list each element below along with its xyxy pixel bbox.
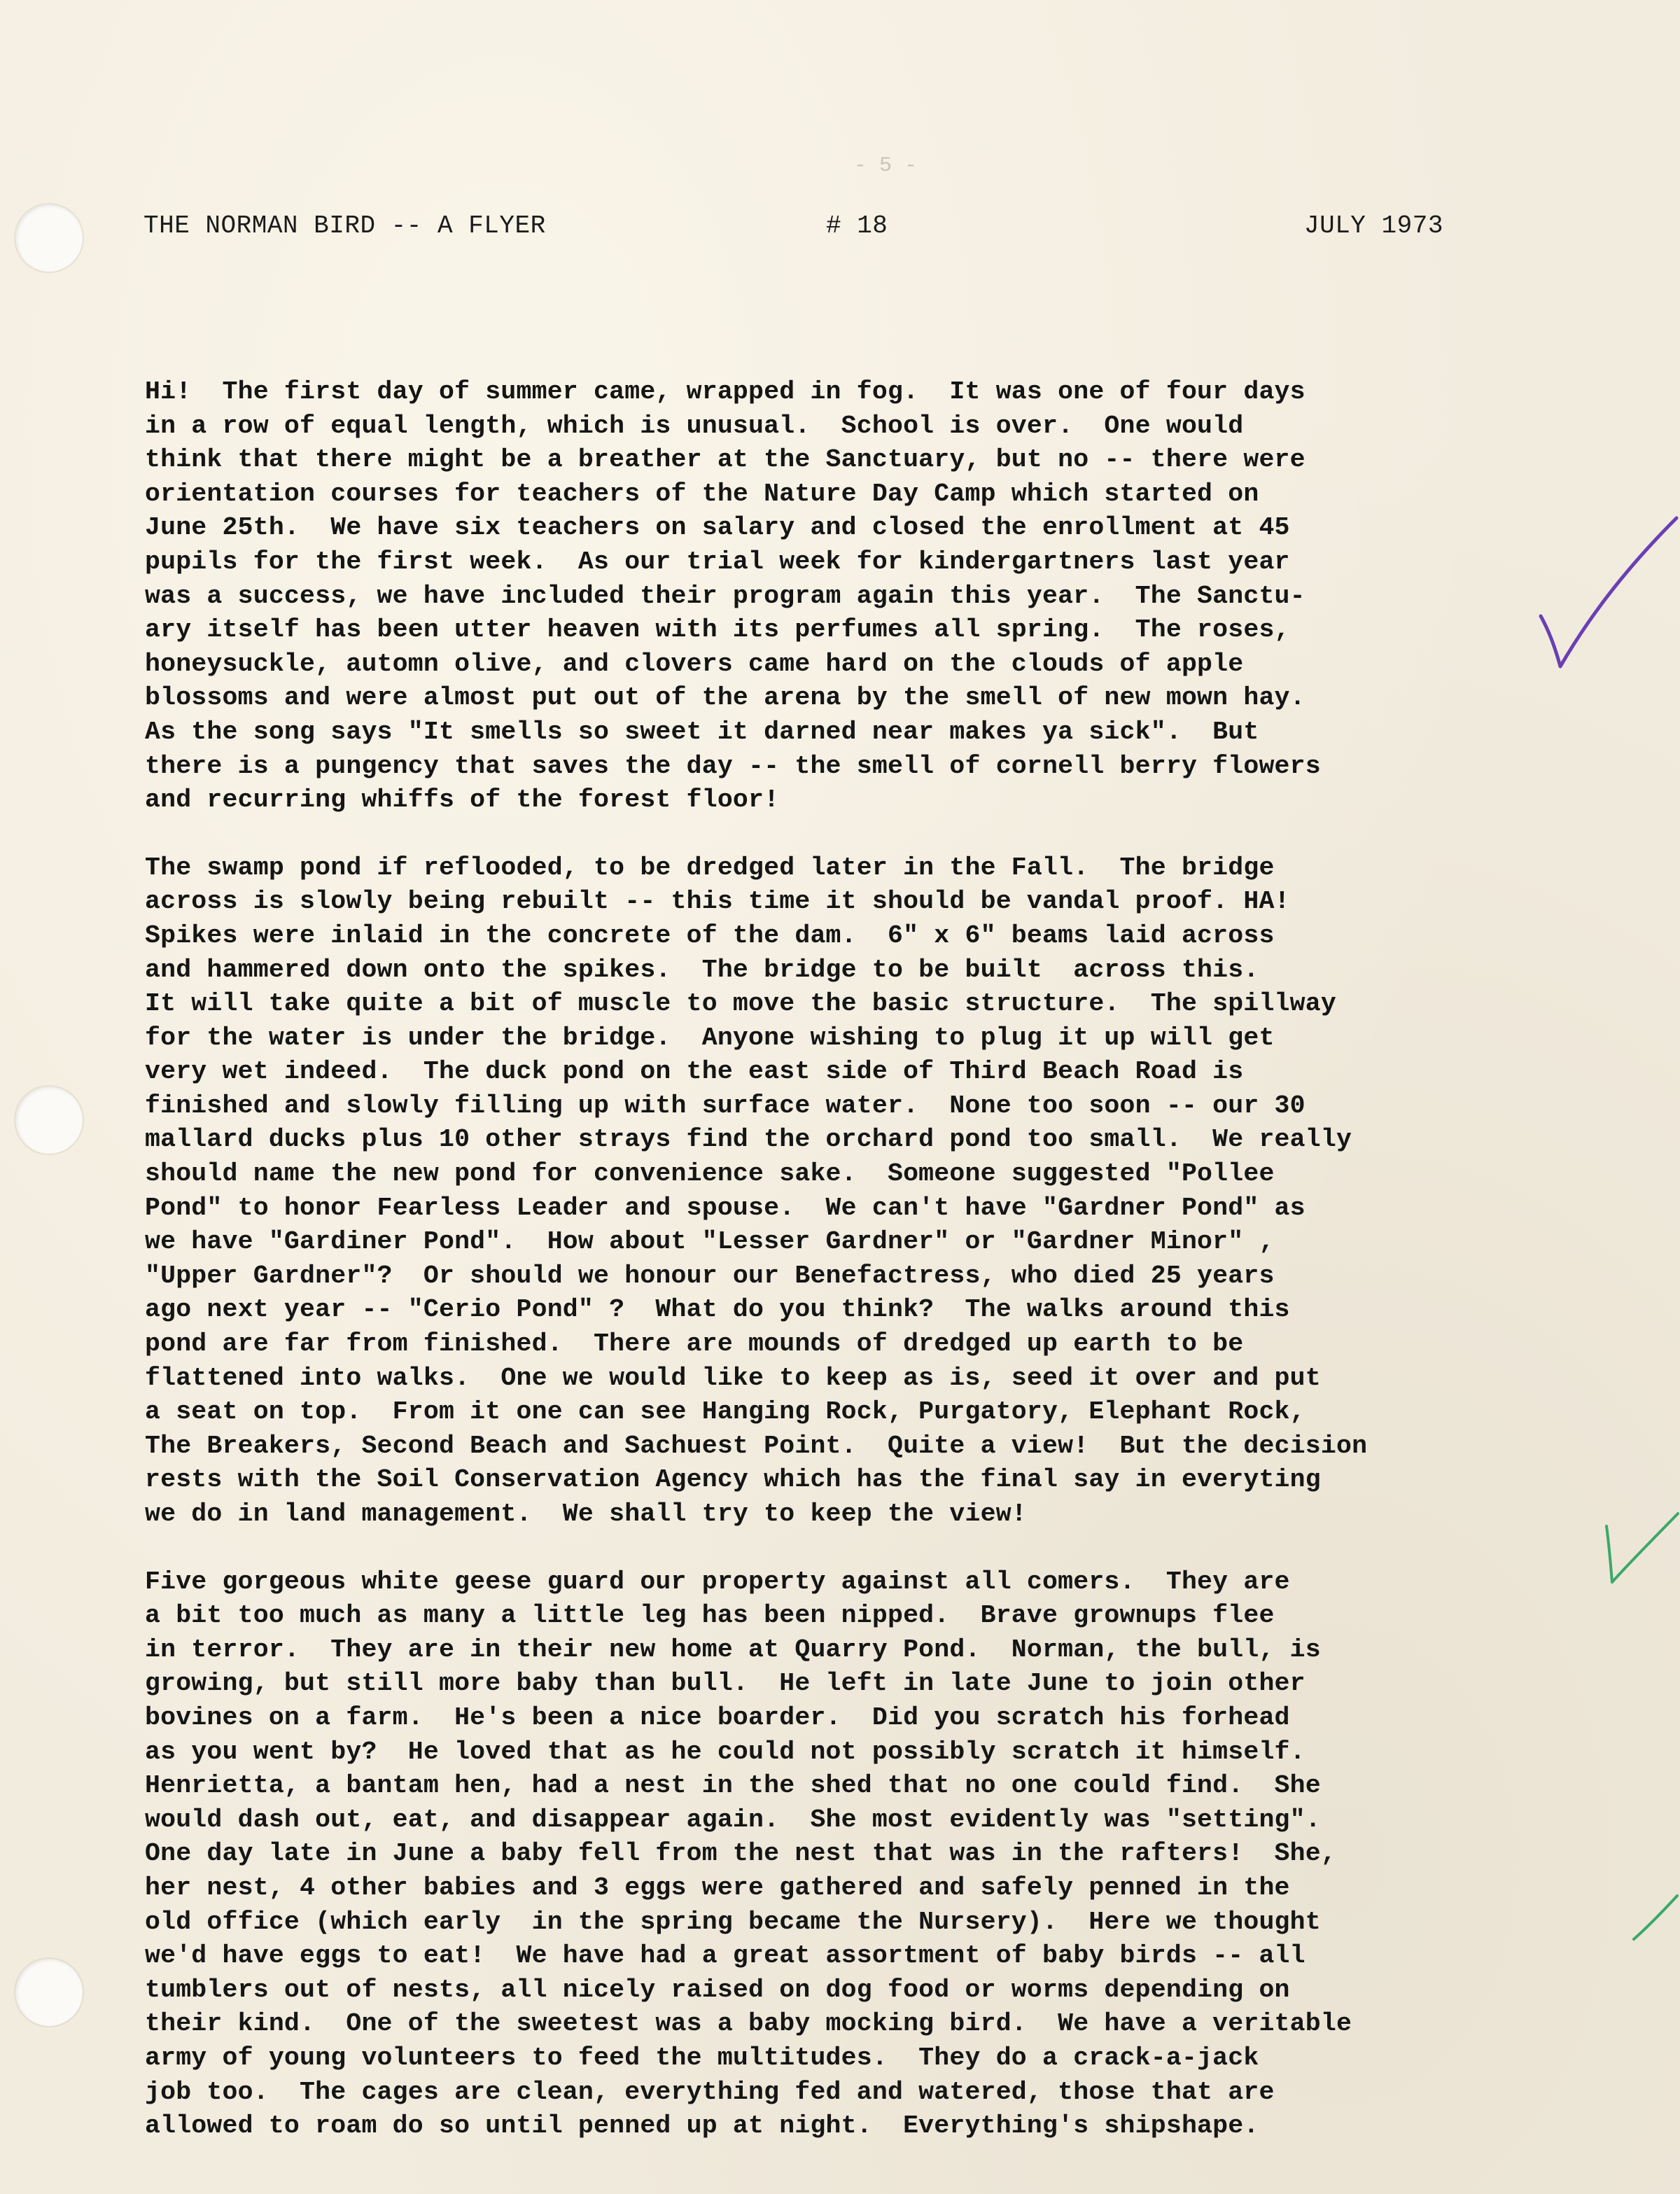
text-line: think that there might be a breather at the Sanctuary, but no -- there were [145, 445, 1306, 475]
text-line: tumblers out of nests, all nicely raised on dog food or worms depending on [145, 1975, 1290, 2004]
text-line: we do in land management. We shall try to keep the view! [145, 1500, 1027, 1528]
text-line: across is slowly being rebuilt -- this time it should be vandal proof. HA! [145, 887, 1290, 916]
newsletter-title: THE NORMAN BIRD -- A FLYER [144, 211, 546, 240]
text-line: bovines on a farm. He's been a nice boarder. Did you scratch his forhead [145, 1703, 1290, 1732]
text-line: and recurring whiffs of the forest floor! [145, 785, 780, 815]
text-line: a bit too much as many a little leg has been nipped. Brave grownups flee [145, 1601, 1275, 1630]
text-line: It will take quite a bit of muscle to move the basic structure. The spillway [145, 989, 1336, 1019]
issue-number: # 18 [826, 211, 888, 240]
text-line: there is a pungency that saves the day -- the smell of cornell berry flowers [145, 751, 1321, 781]
text-line: finished and slowly filling up with surface water. None too soon -- our 30 [145, 1091, 1306, 1120]
text-line: a seat on top. From it one can see Hanging Rock, Purgatory, Elephant Rock, [145, 1397, 1306, 1427]
text-line: rests with the Soil Conservation Agency which has the final say in everyting [145, 1465, 1321, 1495]
punch-hole-bottom [15, 1959, 83, 2026]
text-line: very wet indeed. The duck pond on the east side of Third Beach Road is [145, 1057, 1244, 1086]
text-line: was a success, we have included their program again this year. The Sanctu- [145, 581, 1306, 610]
text-line: One day late in June a baby fell from the nest that was in the rafters! She, [145, 1839, 1336, 1868]
paragraph-animals [145, 1565, 1601, 2144]
text-line: we'd have eggs to eat! We have had a great assortment of baby birds -- all [145, 1941, 1306, 1971]
text-line: job too. The cages are clean, everything fed and watered, those that are [145, 2077, 1275, 2106]
punch-hole-middle [15, 1086, 83, 1154]
text-line: for the water is under the bridge. Anyone wishing to plug it up will get [145, 1023, 1275, 1052]
newsletter-header [144, 211, 1470, 246]
page-marker: - 5 - [854, 154, 918, 178]
text-line: pond are far from finished. There are mounds of dredged up earth to be [145, 1329, 1244, 1359]
text-line: Pond" to honor Fearless Leader and spouse. We can't have "Gardner Pond" as [145, 1193, 1306, 1222]
text-line: and hammered down onto the spikes. The bridge to be built across this. [145, 955, 1259, 984]
text-line: June 25th. We have six teachers on salary and closed the enrollment at 45 [145, 513, 1290, 543]
checkmark-purple-icon [1536, 511, 1680, 679]
text-line: army of young volunteers to feed the multitudes. They do a crack-a-jack [145, 2043, 1259, 2072]
text-line: The Breakers, Second Beach and Sachuest Point. Quite a view! But the decision [145, 1431, 1368, 1460]
text-line: we have "Gardiner Pond". How about "Lesser Gardner" or "Gardner Minor" , [145, 1227, 1275, 1257]
text-line: should name the new pond for convenience sake. Someone suggested "Pollee [145, 1159, 1275, 1189]
text-line: would dash out, eat, and disappear again. She most evidently was "setting". [145, 1805, 1321, 1834]
text-line: Spikes were inlaid in the concrete of the dam. 6" x 6" beams laid across [145, 921, 1275, 950]
paragraph-summer [145, 375, 1601, 818]
text-line: blossoms and were almost put out of the arena by the smell of new mown hay. [145, 683, 1306, 713]
text-line: her nest, 4 other babies and 3 eggs were gathered and safely penned in the [145, 1873, 1290, 1902]
text-line: As the song says "It smells so sweet it darned near makes ya sick". But [145, 717, 1259, 746]
text-line: allowed to roam do so until penned up at night. Everything's shipshape. [145, 2111, 1259, 2141]
text-line: in a row of equal length, which is unusual. School is over. One would [145, 411, 1244, 440]
text-line: flattened into walks. One we would like to keep as is, seed it over and put [145, 1363, 1321, 1392]
text-line: The swamp pond if reflooded, to be dredged later in the Fall. The bridge [145, 853, 1275, 882]
text-line: in terror. They are in their new home at Quarry Pond. Norman, the bull, is [145, 1635, 1321, 1664]
text-line: orientation courses for teachers of the Nature Day Camp which started on [145, 479, 1259, 508]
text-line: ary itself has been utter heaven with its perfumes all spring. The roses, [145, 615, 1290, 645]
checkmark-green-icon [1600, 1505, 1680, 1596]
text-line: Five gorgeous white geese guard our property against all comers. They are [145, 1567, 1290, 1596]
text-line: ago next year -- "Cerio Pond" ? What do you think? The walks around this [145, 1295, 1290, 1325]
text-line: mallard ducks plus 10 other strays find the orchard pond too small. We really [145, 1125, 1352, 1154]
checkmark-green-small-icon [1631, 1890, 1680, 1946]
text-line: pupils for the first week. As our trial week for kindergartners last year [145, 547, 1290, 576]
text-line: "Upper Gardner"? Or should we honour our Benefactress, who died 25 years [145, 1261, 1275, 1290]
punch-hole-top [15, 204, 83, 272]
text-line: old office (which early in the spring became the Nursery). Here we thought [145, 1907, 1321, 1936]
text-line: as you went by? He loved that as he could not possibly scratch it himself. [145, 1737, 1306, 1766]
text-line: Hi! The first day of summer came, wrapped in fog. It was one of four days [145, 377, 1306, 406]
text-line: Henrietta, a bantam hen, had a nest in the shed that no one could find. She [145, 1771, 1321, 1801]
newsletter-body [145, 375, 1601, 2177]
paragraph-ponds [145, 851, 1601, 1532]
text-line: growing, but still more baby than bull. He left in late June to join other [145, 1669, 1306, 1698]
text-line: honeysuckle, automn olive, and clovers came hard on the clouds of apple [145, 649, 1244, 678]
issue-date: JULY 1973 [1304, 211, 1443, 240]
text-line: their kind. One of the sweetest was a baby mocking bird. We have a veritable [145, 2009, 1352, 2039]
